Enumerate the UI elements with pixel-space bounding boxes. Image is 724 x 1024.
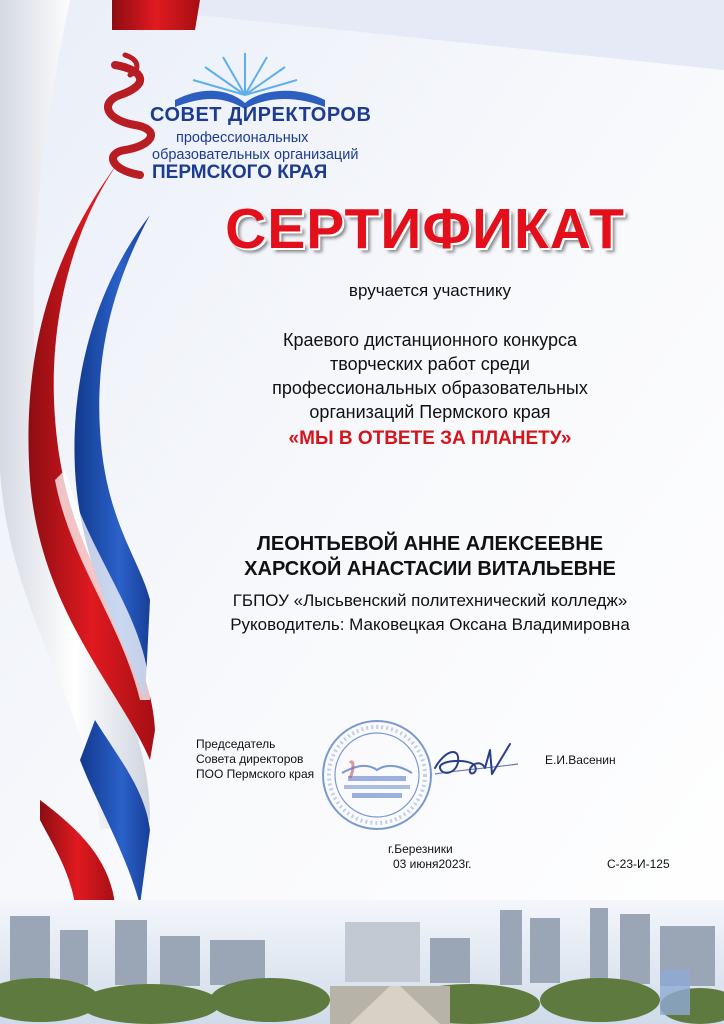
- city-panorama-image: [0, 900, 724, 1024]
- logo-subtitle-line-2: образовательных организаций: [152, 147, 359, 163]
- contest-line: организаций Пермского края: [309, 402, 551, 422]
- certificate-number: С-23-И-125: [607, 857, 670, 871]
- participant-names: [200, 532, 660, 582]
- chair-title-line: Председатель: [196, 737, 276, 751]
- certificate-title: СЕРТИФИКАТ: [225, 197, 625, 261]
- contest-line: творческих работ среди: [330, 354, 530, 374]
- contest-line: профессиональных образовательных: [272, 378, 588, 398]
- participant-name: ХАРСКОЙ АНАСТАСИИ ВИТАЛЬЕВНЕ: [244, 558, 616, 580]
- logo-subtitle-line-1: профессиональных: [176, 130, 309, 146]
- chair-title-line: ПОО Пермского края: [196, 767, 315, 781]
- issue-date: 03 июня2023г.: [393, 857, 472, 871]
- awarded-to-text: вручается участнику: [348, 281, 512, 300]
- official-seal-stamp: [320, 718, 434, 832]
- logo-subtitle-line-3: ПЕРМСКОГО КРАЯ: [152, 162, 328, 183]
- chair-title-line: Совета директоров: [196, 752, 304, 766]
- contest-line: Краевого дистанционного конкурса: [283, 330, 577, 350]
- handwritten-signature: [430, 738, 525, 784]
- contest-description: [215, 328, 645, 424]
- signer-name: Е.И.Васенин: [545, 753, 616, 767]
- issue-city: г.Березники: [388, 842, 453, 856]
- chair-title: [196, 737, 314, 782]
- organization-name: ГБПОУ «Лысьвенский политехнический колледж»: [232, 591, 628, 610]
- logo-title: СОВЕТ ДИРЕКТОРОВ: [150, 104, 372, 126]
- contest-name: «МЫ В ОТВЕТЕ ЗА ПЛАНЕТУ»: [288, 428, 572, 449]
- participant-name: ЛЕОНТЬЕВОЙ АННЕ АЛЕКСЕЕВНЕ: [256, 533, 604, 555]
- leader-name: Руководитель: Маковецкая Оксана Владимировна: [230, 615, 630, 634]
